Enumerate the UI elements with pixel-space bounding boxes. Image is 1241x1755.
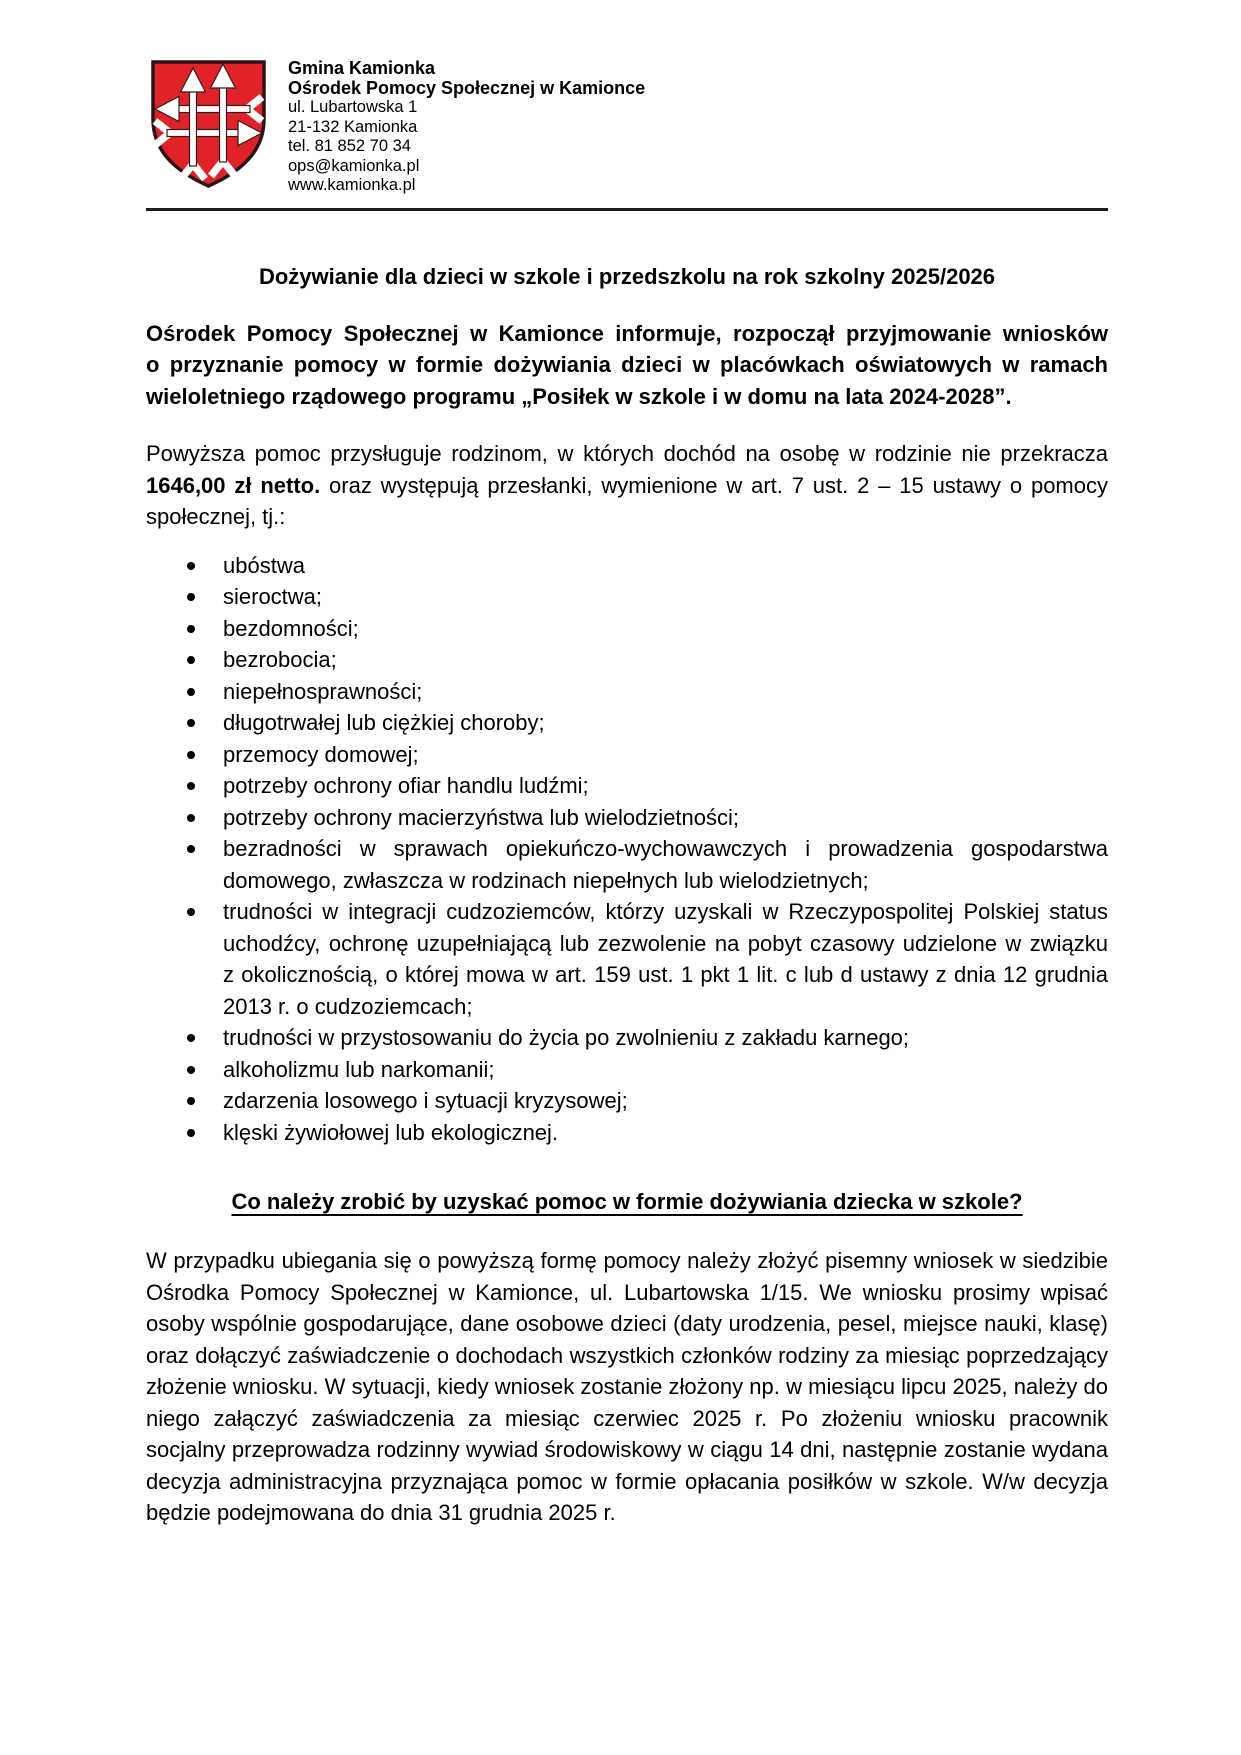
procedure-paragraph: W przypadku ubiegania się o powyższą formę pomocy należy złożyć pisemny wniosek w siedzibie Ośrodka Pomocy Społecznej w Kamionce, ul. Lubartowska 1/15. We wniosku prosimy wpisać osoby wspólnie gospodarujące, dane osobowe dzieci (daty urodzenia, pesel, miejsce nauki, klasę) oraz dołączyć zaświadczenie o dochodach wszystkich członków rodziny za miesiąc poprzedzający złożenie wniosku. W sytuacji, kiedy wniosek zostanie złożony np. w miesiącu lipcu 2025, należy do niego załączyć zaświadczenia za miesiąc czerwiec 2025 r. Po złożeniu wniosku pracownik socjalny przeprowadza rodzinny wywiad środowiskowy w ciągu 14 dni, następnie zostanie wydana decyzja administracyjna przyznająca pomoc w formie opłacania posiłków w szkole. W/w decyzja będzie podejmowana do dnia 31 grudnia 2025 r. bbox=[146, 1248, 1108, 1525]
condition-item: bezdomności; bbox=[223, 613, 1108, 645]
income-text-after: oraz występują przesłanki, wymienione w art. 7 ust. 2 – 15 ustawy o pomocy społecznej, tj.: bbox=[146, 472, 1108, 529]
intro-paragraph: Ośrodek Pomocy Społecznej w Kamionce informuje, rozpoczął przyjmowanie wniosków o przyznanie pomocy w formie dożywiania dzieci w placówkach oświatowych w ramach wieloletniego rządowego programu „Posiłek w szkole i w domu na lata 2024-2028”. bbox=[146, 320, 1108, 409]
section-heading: Co należy zrobić by uzyskać pomoc w formie dożywiania dziecka w szkole? bbox=[231, 1189, 1023, 1214]
org-street: ul. Lubartowska 1 bbox=[288, 98, 418, 116]
condition-item: długotrwałej lub ciężkiej choroby; bbox=[223, 707, 1108, 739]
condition-item: alkoholizmu lub narkomanii; bbox=[223, 1054, 1108, 1086]
income-threshold-amount: 1646,00 zł netto. bbox=[146, 472, 321, 498]
conditions-list bbox=[146, 550, 1108, 1149]
condition-item: przemocy domowej; bbox=[223, 739, 1108, 771]
shield-shape bbox=[153, 62, 264, 186]
condition-item: trudności w przystosowaniu do życia po zwolnieniu z zakładu karnego; bbox=[223, 1022, 1108, 1054]
coat-of-arms-svg bbox=[146, 57, 271, 192]
header-divider bbox=[146, 208, 1108, 211]
letterhead-text bbox=[288, 58, 645, 196]
income-text-before: Powyższa pomoc przysługuje rodzinom, w których dochód na osobę w rodzinie nie przekracza bbox=[146, 441, 1108, 466]
income-paragraph bbox=[146, 438, 1108, 533]
kamionka-coat-of-arms-icon bbox=[146, 57, 271, 192]
org-website: www.kamionka.pl bbox=[288, 176, 416, 194]
condition-item: klęski żywiołowej lub ekologicznej. bbox=[223, 1117, 1108, 1149]
condition-item: zdarzenia losowego i sytuacji kryzysowej; bbox=[223, 1085, 1108, 1117]
document-title: Dożywianie dla dzieci w szkole i przedszkolu na rok szkolny 2025/2026 bbox=[258, 263, 996, 289]
condition-item: sieroctwa; bbox=[223, 581, 1108, 613]
letterhead bbox=[146, 45, 1108, 196]
condition-item: trudności w integracji cudzoziemców, którzy uzyskali w Rzeczypospolitej Polskiej status uchodźcy, ochronę uzupełniającą lub zezwolenie na pobyt czasowy udzielone w związku z okolicznością, o której mowa w art. 159 ust. 1 pkt 1 lit. c lub d ustawy z dnia 12 grudnia 2013 r. o cudzoziemcach; bbox=[223, 896, 1108, 1022]
document-content bbox=[146, 45, 1108, 1529]
org-name: Gmina Kamionka bbox=[288, 58, 436, 78]
org-phone: tel. 81 852 70 34 bbox=[288, 137, 411, 155]
org-city: 21-132 Kamionka bbox=[288, 117, 418, 136]
org-email: ops@kamionka.pl bbox=[288, 156, 420, 175]
org-unit-name: Ośrodek Pomocy Społecznej w Kamionce bbox=[288, 78, 646, 98]
condition-item: potrzeby ochrony macierzyństwa lub wielodzietności; bbox=[223, 802, 1108, 834]
condition-item: niepełnosprawności; bbox=[223, 676, 1108, 708]
condition-item: bezradności w sprawach opiekuńczo-wychowawczych i prowadzenia gospodarstwa domowego, zwłaszcza w rodzinach niepełnych lub wielodzietnych; bbox=[223, 833, 1108, 896]
condition-item: potrzeby ochrony ofiar handlu ludźmi; bbox=[223, 770, 1108, 802]
condition-item: bezrobocia; bbox=[223, 644, 1108, 676]
condition-item: ubóstwa bbox=[223, 550, 1108, 582]
